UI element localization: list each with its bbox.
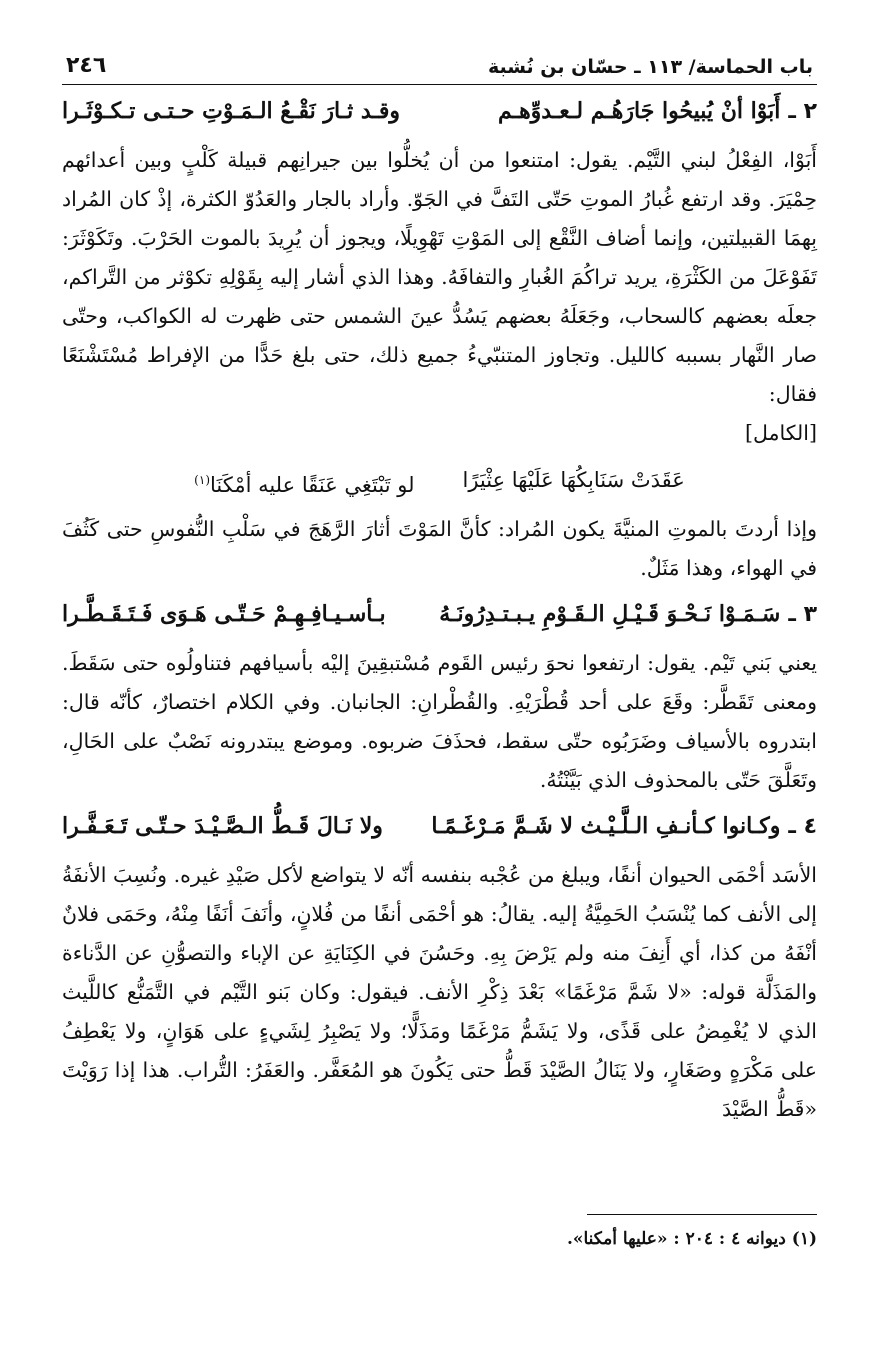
book-page <box>62 40 817 1129</box>
verse-3 <box>62 588 817 640</box>
verse-number: ٤ ـ <box>788 814 817 839</box>
commentary-paragraph: الأسَد أحْمَى الحيوان أنفًا، ويبلغ من عُجْبه بنفسه أنّه لا يتواضع لأكل صَيْدِ غيره. ونُسِبَ الأنفَةُ إلى الأنف كما يُنْسَبُ الحَمِيَّةُ إليه. يقالُ: هو أحْمَى أنفًا من فُلانٍ، وأنَفَ أنَفًا مِنْهُ، وحَمَى فلانٌ أنْفَهُ من كذا، أي أَنِفَ منه ولم يَرْضَ بِهِ. وحَسُنَ في الكِنَايَةِ عن الإباء والتصوُّنِ عن الدَّناءة والمَذَلَّة قوله: «لا شَمَّ مَرْغَمًا» بَعْدَ ذِكْرِ الأنف. فيقول: وكان بَنو التَّيْم في التَّمَنُّع كاللَّيث الذي لا يُغْمِضُ على قَذًى، ولا يَشَمُّ مَرْغَمًا ومَذَلًّا؛ ولا يَصْبِرُ لِشَيءٍ على هَوَانٍ، ولا يَعْطِفُ على مَكْرَهٍ وصَغَارٍ، ولا يَنَالُ الصَّيْدَ قَطُّ حتى يَكُونَ هو المُعَفَّر. والعَفَرُ: التُّراب. هذا إذا رَوَيْتَ «قَطُّ الصَّيْدَ <box>62 863 817 1121</box>
page-number: ٢٤٦ <box>66 53 107 78</box>
footnotes-section <box>62 1214 817 1257</box>
verse-first-hemistich: أَبَوْا أنْ يُبيحُوا جَارَهُـم لـعـدوِّهـم <box>497 98 781 124</box>
verse-number: ٢ ـ <box>788 99 817 124</box>
verse-second-hemistich: ولا نَـالَ قَـطُّ الـصَّـيْـدَ حـتّـى تَـعَـفَّـرا <box>62 813 383 839</box>
footnote: (١) ديوانه ٤ : ٢٠٤ : «عليها أمكنا». <box>566 1229 817 1249</box>
commentary-paragraph: وإذا أردتَ بالموتِ المنيَّةَ يكون المُراد: كأنَّ المَوْتَ أثارَ الرَّهَجَ في سَلْبِ النُّفوسِ حتى كَثُفَ في الهواء، وهذا مَثَلٌ. <box>62 517 817 580</box>
quoted-first-hemistich: عَقَدَتْ سَنَابِكُهَا عَلَيْهَا عِثْيَرًا <box>462 468 685 492</box>
verse-2 <box>62 85 817 137</box>
running-header <box>62 40 817 85</box>
quoted-second-hemistich: لو تَبْتَغِي عَنَقًا عليه أمْكَنَا$^{(١)}$ <box>194 473 415 497</box>
verse-first-hemistich: سَـمَـوْا نَـحْـوَ قَـيْـلِ الـقَـوْمِ يـبـتـدِرُونَـهُ <box>439 601 781 627</box>
chapter-title: باب الحماسة/ ١١٣ ـ حسّان بن نُشبة <box>487 56 813 78</box>
verse-second-hemistich: بـأسـيـافِـهِـمْ حَـتّـى هَـوَى فَـتَـقَـطَّـرا <box>62 601 386 627</box>
quoted-verse <box>62 456 817 504</box>
commentary-paragraph: أَبَوْا، الفِعْلُ لبني التَّيْم. يقول: امتنعوا من أن يُخلُّوا بين جيرانِهم قبيلة كَلْبٍ وبين أعدائهم حِمْيَرَ. وقد ارتفع غُبارُ الموتِ حَتّى التَفَّ في الجَوّ. وأراد بالجار والعَدُوّ الكثرة، إذْ كان المُراد بِهمَا القبيلتين، وإنما أضاف النَّقْع إلى المَوْتِ تَهْوِيلًا، ويجوز أن يُرِيدَ بالموت الحَرْبَ. وتَكَوْثَرَ: تَفَوْعَلَ من الكَثْرَةِ، يريد تراكُمَ الغُبارِ والتفافَهُ. وهذا الذي أشار إليه بِقَوْلِهِ تكوْثر من التَّراكم، جعلَه بعضهم كالسحاب، وجَعَلَهُ بعضهم يَسُدُّ عينَ الشمس حتى ظهرت له الكواكب، وحتّى صار النَّهار بسببه كالليل. وتجاوز المتنبّيءُ جميع ذلك، حتى بلغ حَدًّا من الإفراط مُسْتَشْنَعًا فقال: <box>62 148 817 406</box>
verse-number: ٣ ـ <box>788 602 817 627</box>
meter-label: [الكامل] <box>744 421 817 445</box>
verse-second-hemistich: وقـد ثـارَ نَقْـعُ الـمَـوْتِ حـتـى تـكـوْثَـرا <box>62 98 401 124</box>
footnote-marker: (١) <box>194 473 210 487</box>
verse-first-hemistich: وكـانوا كـأنـفِ الـلَّـيْـث لا شَـمَّ مَـرْغَـمًـا <box>431 813 781 839</box>
commentary-paragraph: يعني بَني تَيْم. يقول: ارتفعوا نحوَ رئيس القَوم مُسْتبقِينَ إليْه بأسيافهم فتناولُوه حتى سَقَطَ. ومعنى تَقَطَّر: وقَعَ على أحد قُطْرَيْهِ. والقُطْرانِ: الجانبان. وفي الكلام اختصارٌ، كأنّه قال: ابتدروه بالأسياف وضَرَبُوه حتّى سقط، فحذَفَ ضربوه. وموضع يبتدرونه نَصْبٌ على الحَالِ، وتَعَلَّقَ حَتّى بالمحذوف الذي بَيَّنْتُهُ. <box>62 651 817 792</box>
verse-4 <box>62 800 817 852</box>
footnote-divider <box>587 1214 817 1215</box>
